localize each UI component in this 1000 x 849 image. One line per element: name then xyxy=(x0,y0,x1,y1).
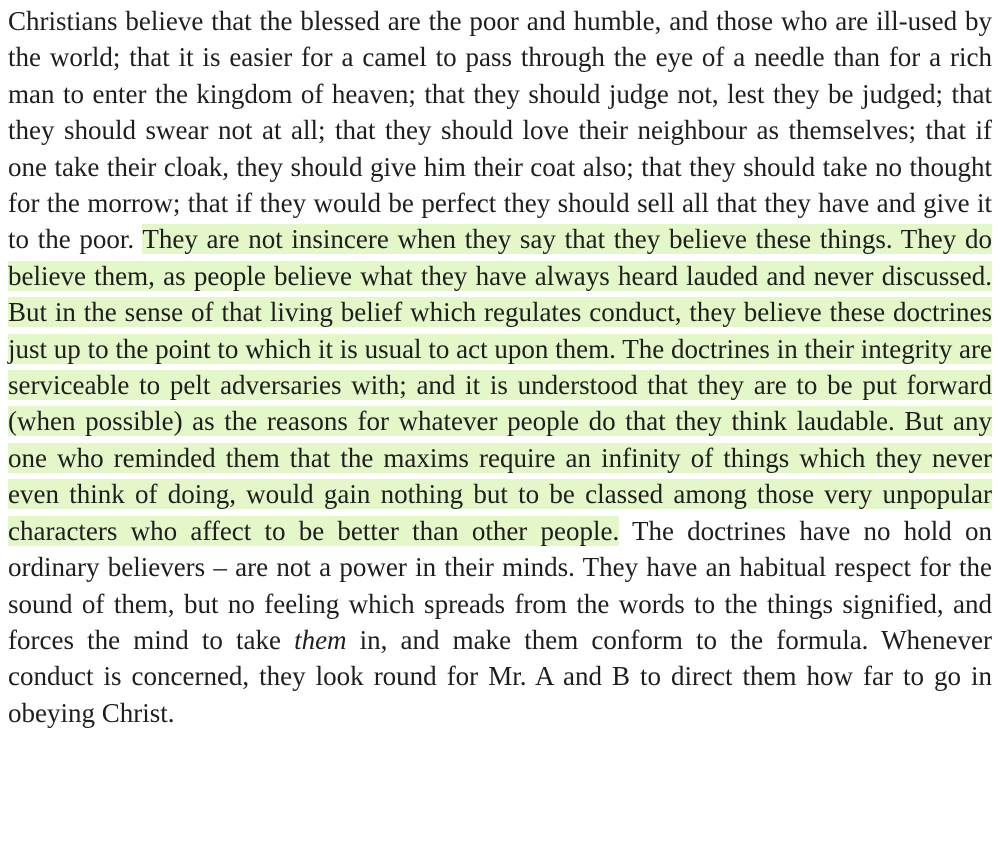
paragraph-text-ending: in, and make them conform to the formula. Whenever conduct is concerned, they look round for Mr. A and B to direct them how far to go in obeying Christ. xyxy=(8,624,992,728)
paragraph-text-continuation: The doctrines have no hold on ordinary believers – are not a power in their minds. They have an habitual respect for the sound of them, but no feeling which spreads from the words to the things signified, and forces the mind to take xyxy=(8,515,992,655)
body-paragraph xyxy=(8,3,992,731)
italic-emphasis: them xyxy=(294,624,347,655)
highlighted-passage[interactable]: They are not insincere when they say that they believe these things. They do believe them, as people believe what they have always heard lauded and never discussed. But in the sense of that living belief which regulates conduct, they believe these doctrines just up to the point to which it is usual to act upon them. The doctrines in their integrity are serviceable to pelt adversaries with; and it is understood that they are to be put forward (when possible) as the reasons for whatever people do that they think laudable. But any one who reminded them that the maxims require an infinity of things which they never even think of doing, would gain nothing but to be classed among those very unpopular characters who affect to be better than other people. xyxy=(8,224,992,546)
paragraph-text-intro: Christians believe that the blessed are the poor and humble, and those who are ill-used by the world; that it is easier for a camel to pass through the eye of a needle than for a rich man to enter the kingdom of heaven; that they should judge not, lest they be judged; that they should swear not at all; that they should love their neighbour as themselves; that if one take their cloak, they should give him their coat also; that they should take no thought for the morrow; that if they would be perfect they should sell all that they have and give it to the poor. xyxy=(8,6,992,255)
